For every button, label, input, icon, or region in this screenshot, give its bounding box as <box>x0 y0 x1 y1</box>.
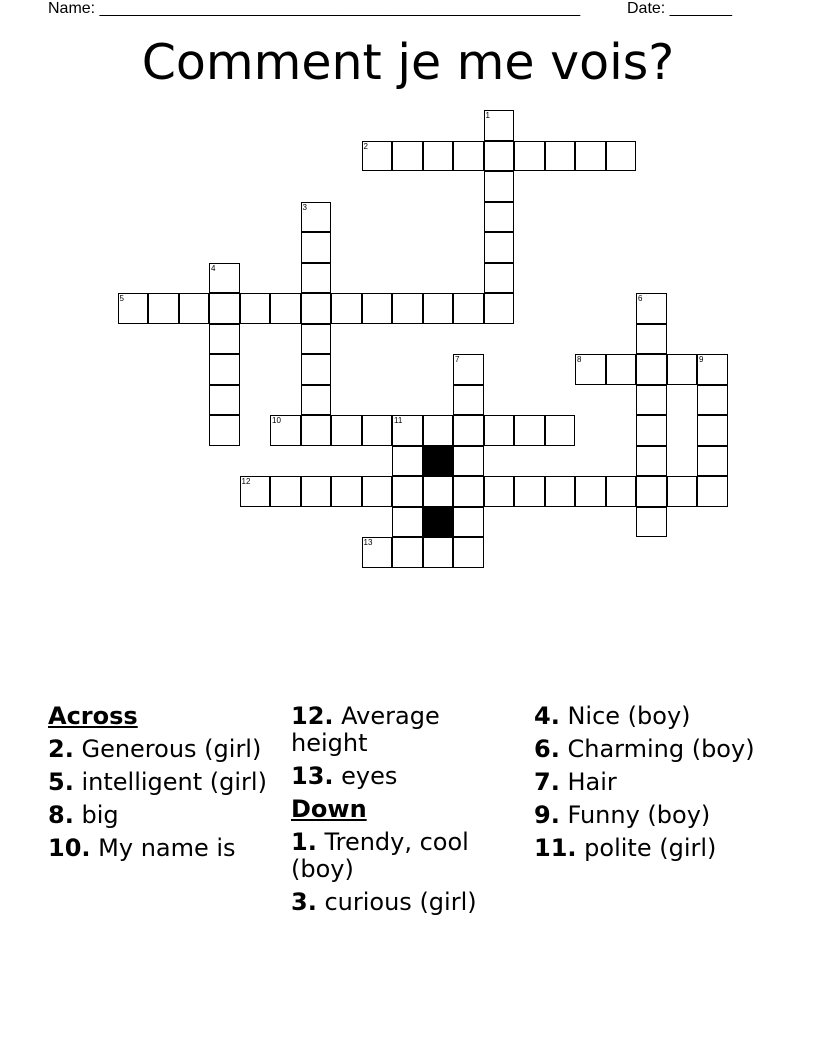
crossword-cell[interactable] <box>697 415 728 446</box>
clue-number-label: 8 <box>577 355 582 364</box>
crossword-cell[interactable] <box>545 415 576 446</box>
crossword-cell[interactable] <box>575 141 606 172</box>
crossword-cell[interactable] <box>423 537 454 568</box>
crossword-cell[interactable] <box>392 537 423 568</box>
clue-column-3 <box>534 703 766 868</box>
crossword-cell[interactable] <box>484 263 515 294</box>
clue-number-label: 12 <box>241 477 251 486</box>
across-clue <box>48 769 280 796</box>
clue-number: 12. <box>291 702 334 730</box>
clue-number: 6. <box>534 735 560 763</box>
crossword-cell[interactable] <box>453 354 484 385</box>
clue-number: 10. <box>48 834 91 862</box>
down-clue <box>534 703 766 730</box>
crossword-cell[interactable] <box>636 293 667 324</box>
crossword-cell[interactable] <box>697 446 728 477</box>
crossword-cell[interactable] <box>514 141 545 172</box>
crossword-cell[interactable] <box>453 141 484 172</box>
clue-number: 4. <box>534 702 560 730</box>
crossword-cell[interactable] <box>697 354 728 385</box>
clue-number: 2. <box>48 735 74 763</box>
page-title: Comment je me vois? <box>141 34 675 91</box>
crossword-cell[interactable] <box>453 537 484 568</box>
crossword-cell[interactable] <box>301 232 332 263</box>
crossword-cell[interactable] <box>636 415 667 446</box>
clue-text: eyes <box>341 762 398 790</box>
across-clue <box>48 835 280 862</box>
crossword-cell[interactable] <box>301 385 332 416</box>
clue-number: 9. <box>534 801 560 829</box>
crossword-cell[interactable] <box>484 110 515 141</box>
clue-number-label: 7 <box>455 355 460 364</box>
crossword-cell[interactable] <box>209 415 240 446</box>
clue-text: Hair <box>567 768 617 796</box>
crossword-cell[interactable] <box>453 293 484 324</box>
clue-number: 3. <box>291 888 317 916</box>
crossword-cell[interactable] <box>484 232 515 263</box>
clues-section <box>48 703 778 963</box>
down-clue <box>291 889 523 916</box>
crossword-cell[interactable] <box>209 354 240 385</box>
crossword-cell[interactable] <box>362 141 393 172</box>
crossword-cell[interactable] <box>453 415 484 446</box>
crossword-cell[interactable] <box>484 202 515 233</box>
crossword-cell[interactable] <box>636 476 667 507</box>
crossword-cell[interactable] <box>362 293 393 324</box>
crossword-cell[interactable] <box>362 537 393 568</box>
crossword-cell[interactable] <box>636 507 667 538</box>
down-clue <box>291 829 523 883</box>
crossword-cell[interactable] <box>301 415 332 446</box>
crossword-cell[interactable] <box>453 446 484 477</box>
crossword-cell[interactable] <box>270 415 301 446</box>
crossword-cell[interactable] <box>392 507 423 538</box>
clue-number: 11. <box>534 834 577 862</box>
crossword-cell[interactable] <box>392 293 423 324</box>
crossword-cell[interactable] <box>301 263 332 294</box>
crossword-cell[interactable] <box>423 293 454 324</box>
crossword-cell[interactable] <box>575 476 606 507</box>
crossword-cell[interactable] <box>301 293 332 324</box>
clue-number-label: 1 <box>485 111 490 120</box>
clue-column-2 <box>291 703 523 922</box>
crossword-cell[interactable] <box>209 324 240 355</box>
crossword-cell[interactable] <box>331 293 362 324</box>
crossword-cell[interactable] <box>484 476 515 507</box>
crossword-cell[interactable] <box>453 507 484 538</box>
across-clue <box>291 703 523 757</box>
clue-text: Funny (boy) <box>567 801 711 829</box>
down-clue <box>534 835 766 862</box>
crossword-cell[interactable] <box>209 293 240 324</box>
clue-number: 5. <box>48 768 74 796</box>
crossword-cell[interactable] <box>392 141 423 172</box>
crossword-cell[interactable] <box>392 415 423 446</box>
clue-number: 8. <box>48 801 74 829</box>
crossword-cell[interactable] <box>301 324 332 355</box>
crossword-cell[interactable] <box>148 293 179 324</box>
crossword-cell[interactable] <box>301 354 332 385</box>
crossword-cell[interactable] <box>301 476 332 507</box>
crossword-block <box>423 507 454 538</box>
crossword-cell[interactable] <box>636 354 667 385</box>
crossword-cell[interactable] <box>209 385 240 416</box>
crossword-cell[interactable] <box>697 476 728 507</box>
across-clue <box>48 736 280 763</box>
clue-number-label: 5 <box>119 294 124 303</box>
crossword-cell[interactable] <box>606 141 637 172</box>
clue-number-label: 3 <box>302 202 307 212</box>
clue-number-label: 6 <box>638 294 643 303</box>
across-clue <box>291 763 523 790</box>
crossword-cell[interactable] <box>606 476 637 507</box>
down-heading: Down <box>291 795 367 823</box>
clue-number: 13. <box>291 762 334 790</box>
crossword-cell[interactable] <box>179 293 210 324</box>
crossword-cell[interactable] <box>484 293 515 324</box>
clue-number: 1. <box>291 828 317 856</box>
crossword-cell[interactable] <box>240 476 271 507</box>
clue-number: 7. <box>534 768 560 796</box>
down-clue <box>534 736 766 763</box>
down-clue <box>534 802 766 829</box>
crossword-cell[interactable] <box>331 415 362 446</box>
crossword-cell[interactable] <box>636 385 667 416</box>
crossword-cell[interactable] <box>484 141 515 172</box>
clue-text: polite (girl) <box>584 834 717 862</box>
crossword-cell[interactable] <box>545 141 576 172</box>
clue-number-label: 13 <box>363 538 373 547</box>
crossword-cell[interactable] <box>118 293 149 324</box>
across-heading: Across <box>48 702 138 730</box>
crossword-block <box>423 446 454 477</box>
crossword-cell[interactable] <box>270 293 301 324</box>
crossword-cell[interactable] <box>484 415 515 446</box>
clue-text: big <box>81 801 119 829</box>
crossword-cell[interactable] <box>392 476 423 507</box>
crossword-cell[interactable] <box>514 476 545 507</box>
clue-number-label: 9 <box>699 355 704 364</box>
crossword-cell[interactable] <box>667 354 698 385</box>
crossword-cell[interactable] <box>484 171 515 202</box>
crossword-cell[interactable] <box>697 385 728 416</box>
crossword-cell[interactable] <box>209 263 240 294</box>
clue-number-label: 11 <box>394 416 403 425</box>
crossword-cell[interactable] <box>453 476 484 507</box>
crossword-cell[interactable] <box>667 476 698 507</box>
down-clue <box>534 769 766 796</box>
clue-text: intelligent (girl) <box>81 768 267 796</box>
crossword-cell[interactable] <box>301 202 332 233</box>
crossword-cell[interactable] <box>575 354 606 385</box>
crossword-cell[interactable] <box>240 293 271 324</box>
clue-text: My name is <box>98 834 236 862</box>
clue-number-label: 2 <box>363 141 368 151</box>
crossword-cell[interactable] <box>423 415 454 446</box>
clue-number-label: 4 <box>211 263 216 273</box>
crossword-cell[interactable] <box>606 354 637 385</box>
across-clue <box>48 802 280 829</box>
clue-text: Trendy, cool (boy) <box>291 828 469 883</box>
clue-number-label: 10 <box>272 416 281 425</box>
crossword-cell[interactable] <box>331 476 362 507</box>
clue-text: Average height <box>291 702 440 757</box>
crossword-cell[interactable] <box>453 385 484 416</box>
clue-column-1 <box>48 703 280 868</box>
date-field: Date: _______ <box>627 0 732 17</box>
crossword-cell[interactable] <box>392 446 423 477</box>
crossword-cell[interactable] <box>636 446 667 477</box>
clue-text: Generous (girl) <box>81 735 262 763</box>
crossword-cell[interactable] <box>636 324 667 355</box>
crossword-cell[interactable] <box>362 415 393 446</box>
name-field: Name: ______________________________________________________ <box>48 0 581 17</box>
crossword-cell[interactable] <box>514 415 545 446</box>
crossword-cell[interactable] <box>545 476 576 507</box>
crossword-cell[interactable] <box>423 476 454 507</box>
clue-text: Nice (boy) <box>567 702 691 730</box>
clue-text: curious (girl) <box>324 888 477 916</box>
clue-text: Charming (boy) <box>567 735 755 763</box>
crossword-cell[interactable] <box>423 141 454 172</box>
crossword-cell[interactable] <box>362 476 393 507</box>
crossword-cell[interactable] <box>270 476 301 507</box>
